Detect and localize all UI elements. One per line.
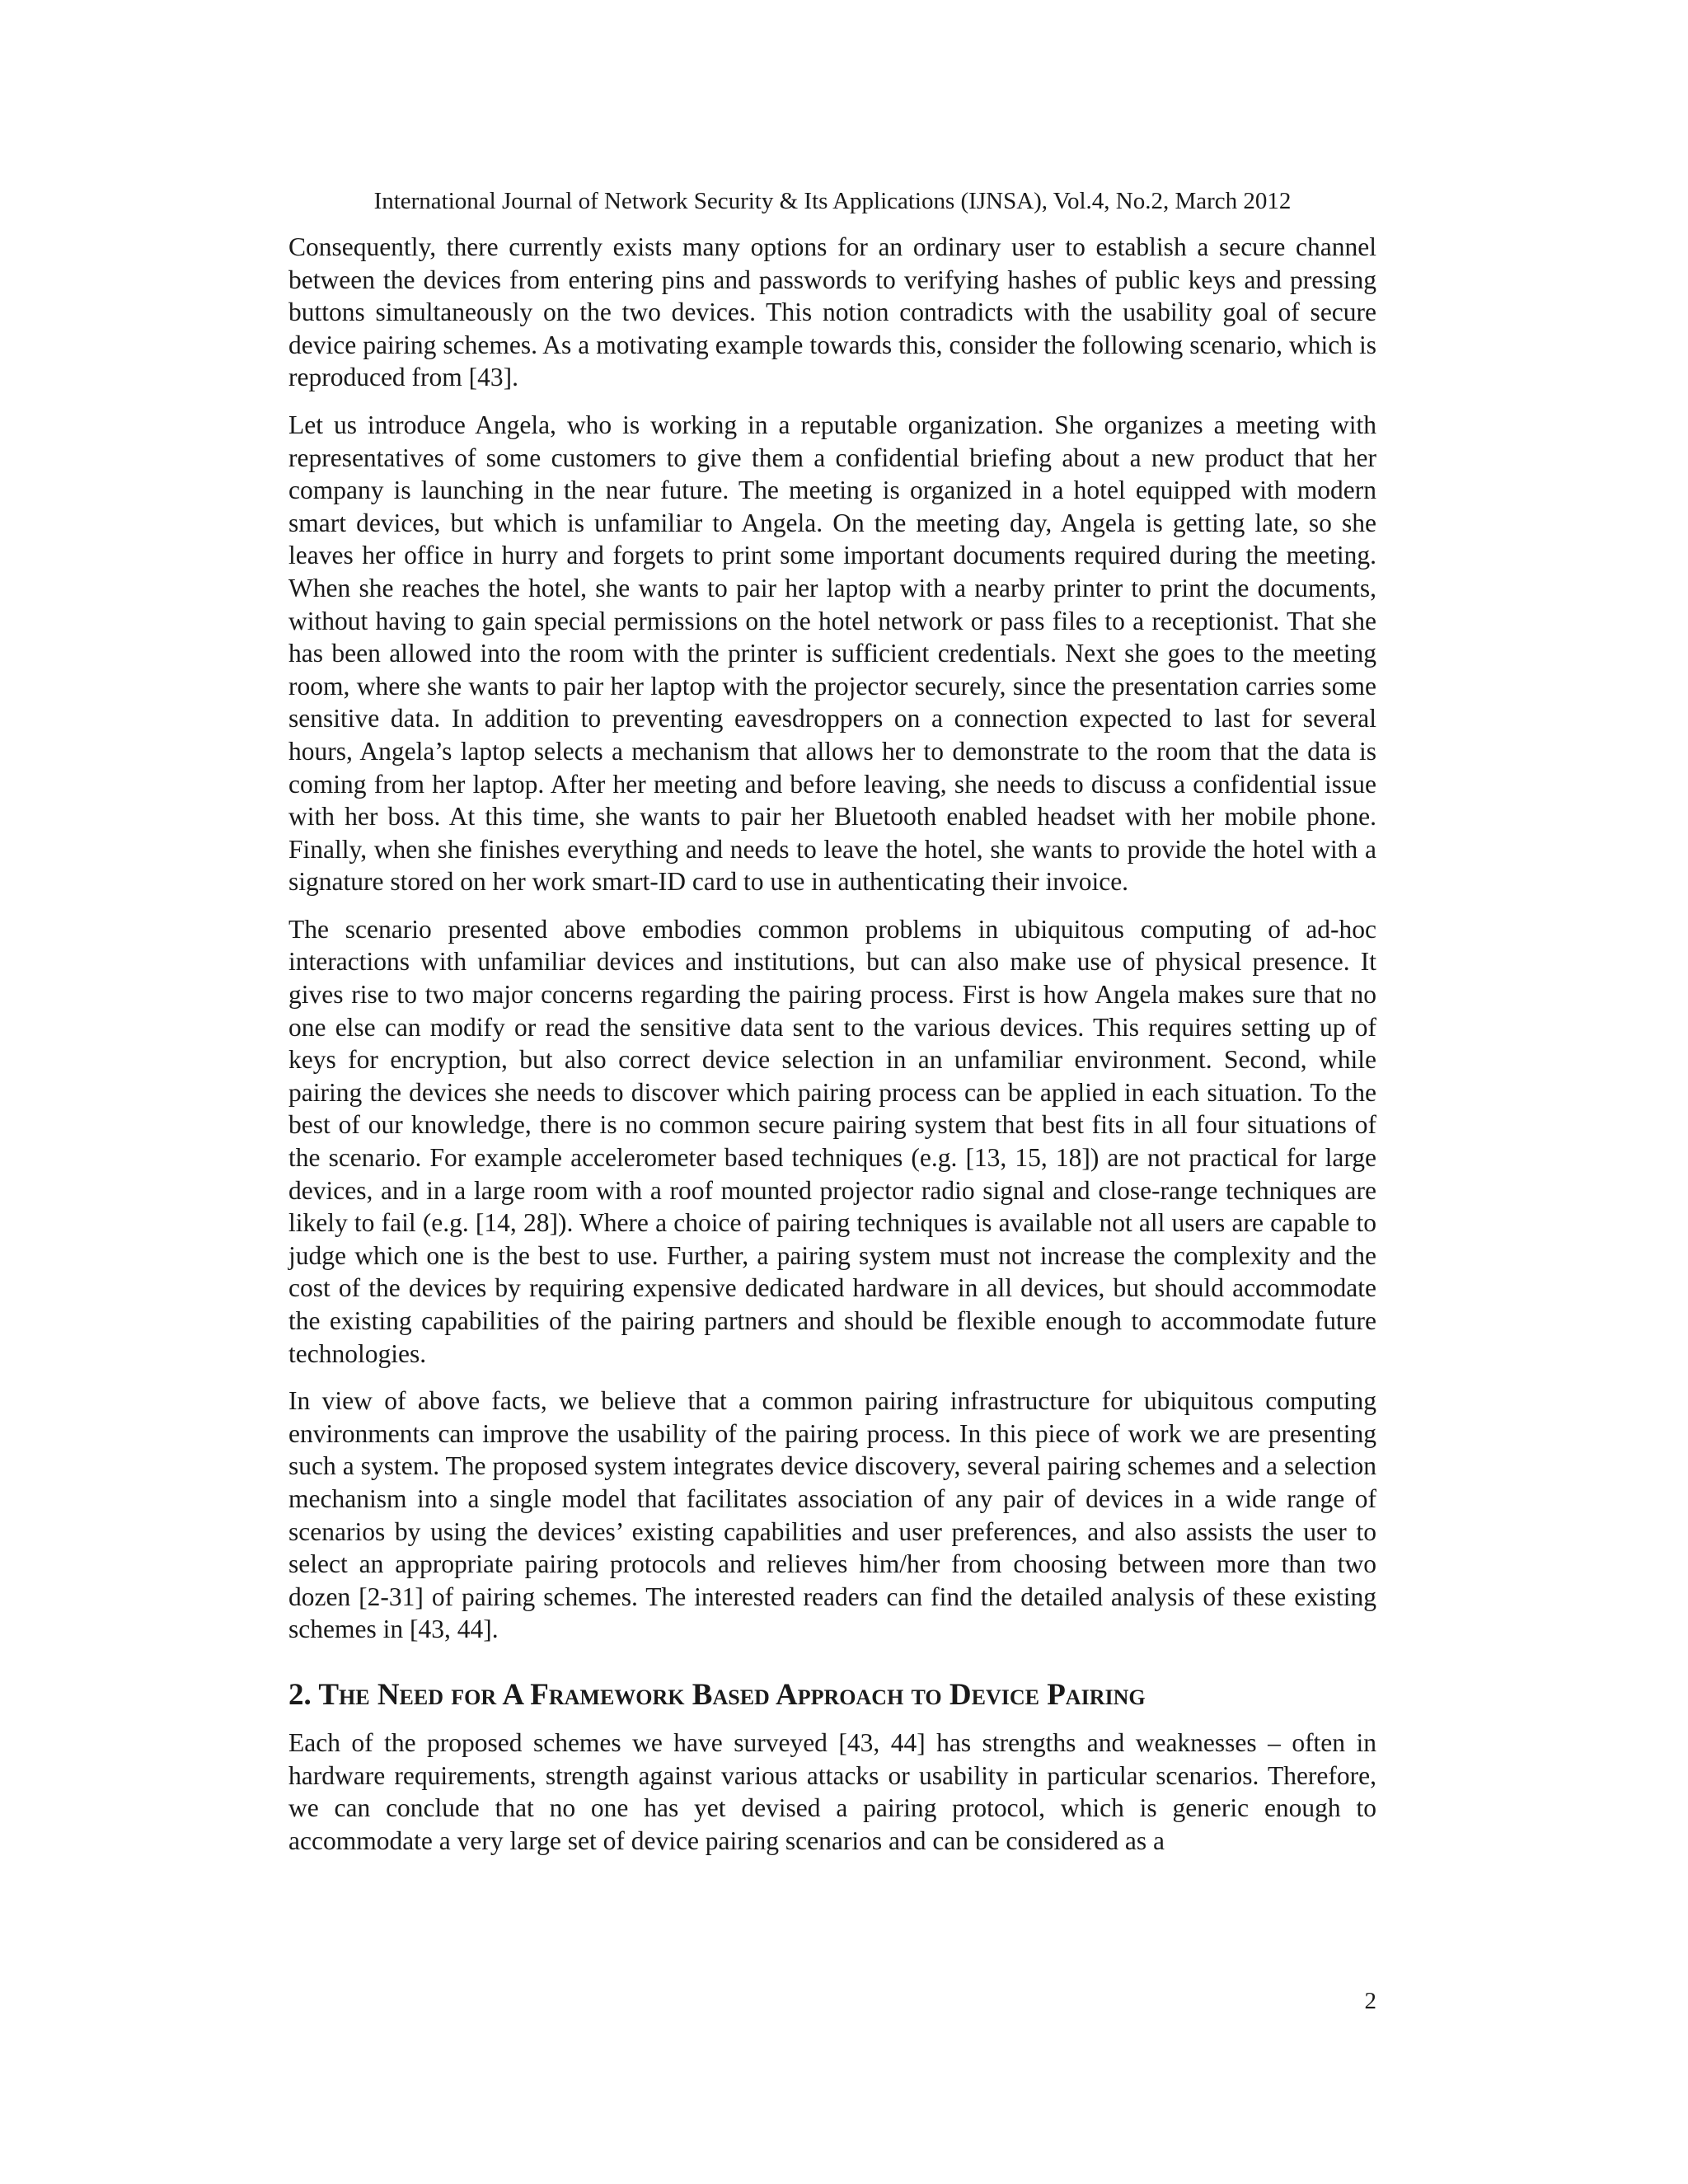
page-number: 2 (1364, 1988, 1376, 2014)
paragraph-section-2: Each of the proposed schemes we have surveyed [43, 44] has strengths and weaknesses – often in hardware requirements, strength against various attacks or usability in particular scenarios. Therefore, we can conclude that no one has yet devised a pairing protocol, which is generic enough to accommodate a very large set of device pairing scenarios and can be considered as a (288, 1727, 1376, 1855)
running-header: International Journal of Network Security & Its Applications (IJNSA), Vol.4, No.2, March 2012 (373, 188, 1292, 214)
paragraph-proposal: In view of above facts, we believe that a common pairing infrastructure for ubiquitous computing environments can improve the usability of the pairing process. In this piece of work we are presenting such a system. The proposed system integrates device discovery, several pairing schemes and a selection mechanism into a single model that facilitates association of any pair of devices in a wide range of scenarios by using the devices’ existing capabilities and user preferences, and also assists the user to select an appropriate pairing protocols and relieves him/her from choosing between more than two dozen [2-31] of pairing schemes. The interested readers can find the detailed analysis of these existing schemes in [43, 44]. (288, 1386, 1376, 1644)
body-text (288, 231, 1376, 1872)
section-heading: 2. The Need for A Framework Based Approach to Device Pairing (288, 1677, 1146, 1712)
paragraph-scenario-analysis: The scenario presented above embodies common problems in ubiquitous computing of ad-hoc interactions with unfamiliar devices and institutions, but can also make use of physical presence. It gives rise to two major concerns regarding the pairing process. First is how Angela makes sure that no one else can modify or read the sensitive data sent to the various devices. This requires setting up of keys for encryption, but also correct device selection in an unfamiliar environment. Second, while pairing the devices she needs to discover which pairing process can be applied in each situation. To the best of our knowledge, there is no common secure pairing system that best fits in all four situations of the scenario. For example accelerometer based techniques (e.g. [13, 15, 18]) are not practical for large devices, and in a large room with a roof mounted projector radio signal and close-range techniques are likely to fail (e.g. [14, 28]). Where a choice of pairing techniques is available not all users are capable to judge which one is the best to use. Further, a pairing system must not increase the complexity and the cost of the devices by requiring expensive dedicated hardware in all devices, but should accommodate the existing capabilities of the pairing partners and should be flexible enough to accommodate future technologies. (288, 914, 1376, 1368)
paragraph-scenario: Let us introduce Angela, who is working in a reputable organization. She organizes a meeting with representatives of some customers to give them a confidential briefing about a new product that her company is launching in the near future. The meeting is organized in a hotel equipped with modern smart devices, but which is unfamiliar to Angela. On the meeting day, Angela is getting late, so she leaves her office in hurry and forgets to print some important documents required during the meeting. When she reaches the hotel, she wants to pair her laptop with a nearby printer to print the documents, without having to gain special permissions on the hotel network or pass files to a receptionist. That she has been allowed into the room with the printer is sufficient credentials. Next she goes to the meeting room, where she wants to pair her laptop with the projector securely, since the presentation carries some sensitive data. In addition to preventing eavesdroppers on a connection expected to last for several hours, Angela’s laptop selects a mechanism that allows her to demonstrate to the room that the data is coming from her laptop. After her meeting and before leaving, she needs to discuss a confidential issue with her boss. At this time, she wants to pair her Bluetooth enabled headset with her mobile phone. Finally, when she finishes everything and needs to leave the hotel, she wants to provide the hotel with a signature stored on her work smart-ID card to use in authenticating their invoice. (288, 410, 1376, 897)
paragraph-motivation: Consequently, there currently exists many options for an ordinary user to establish a secure channel between the devices from entering pins and passwords to verifying hashes of public keys and pressing buttons simultaneously on the two devices. This notion contradicts with the usability goal of secure device pairing schemes. As a motivating example towards this, consider the following scenario, which is reproduced from [43]. (288, 232, 1376, 392)
